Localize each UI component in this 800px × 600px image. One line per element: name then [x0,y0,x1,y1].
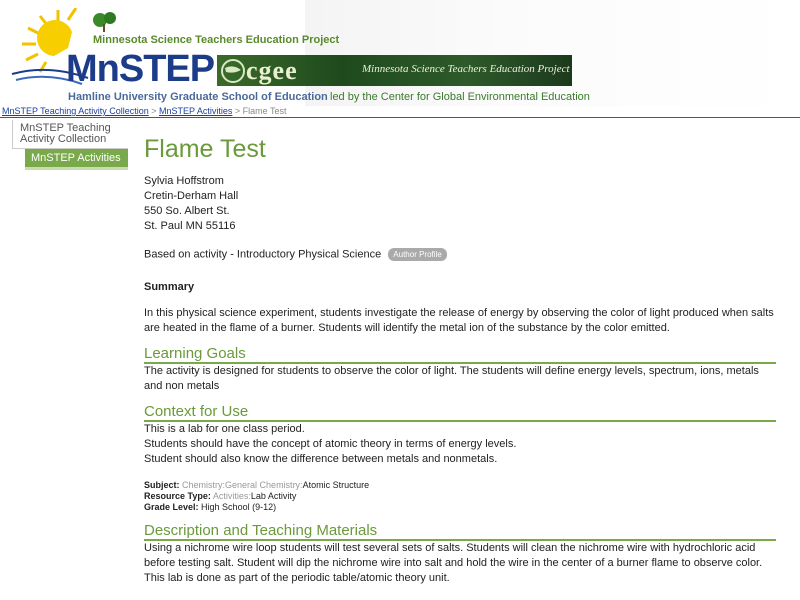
subject-value[interactable]: Atomic Structure [302,480,370,490]
author-profile-button[interactable]: Author Profile [388,248,446,261]
author-street: 550 So. Albert St. [144,205,230,217]
based-on-line [144,248,776,261]
mnstep-logo[interactable]: MnSTEP [66,48,215,90]
summary-heading: Summary [144,281,195,293]
breadcrumb-link-collection[interactable]: MnSTEP Teaching Activity Collection [2,106,149,116]
resource-label: Resource Type: [144,491,211,501]
school-name: Hamline University Graduate School of Education [68,91,328,103]
breadcrumb [2,106,287,116]
metadata-block [144,480,776,513]
cgee-logo: cgee [246,56,298,85]
breadcrumb-current: Flame Test [242,106,287,116]
learning-goals-heading: Learning Goals [144,346,776,364]
description-text: Using a nichrome wire loop students will test several sets of salts. Students will clean the nichrome wire with hydrochloric acid before testing salt. Student will dip the nichrome wire into salt and hold the wire in the center of a burner flame to observe color. This lab is done as part of the periodic table/atomic theory unit. [144,542,763,584]
author-school: Cretin-Derham Hall [144,190,239,202]
main-content [144,130,776,586]
breadcrumb-separator: > [232,106,243,116]
resource-value[interactable]: Lab Activity [250,491,297,501]
subject-path-link[interactable]: Chemistry:General Chemistry: [182,480,303,490]
sidebar-item-collection[interactable]: MnSTEP Teaching Activity Collection [12,120,128,149]
based-on-text: Based on activity - Introductory Physical Science [144,248,382,261]
description-heading: Description and Teaching Materials [144,523,776,541]
context-line: Student should also know the difference between metals and nonmetals. [144,453,498,465]
sidebar-nav [12,120,128,170]
author-address [144,174,776,234]
grade-row [144,502,776,513]
grade-label: Grade Level: [144,502,199,512]
author-city: St. Paul MN 55116 [144,220,236,232]
grade-value[interactable]: High School (9-12) [201,502,277,512]
sidebar-item-activities[interactable]: MnSTEP Activities [25,149,128,170]
context-line: Students should have the concept of atomic theory in terms of energy levels. [144,438,517,450]
breadcrumb-link-activities[interactable]: MnSTEP Activities [159,106,233,116]
breadcrumb-separator: > [148,106,160,116]
summary-text: In this physical science experiment, students investigate the release of energy by observing the color of light produced when salts are heated in the flame of a burner. Students will identify the metal ion of the substance by the color emitted. [144,307,774,334]
header-divider [0,117,800,118]
subject-label: Subject: [144,480,180,490]
resource-path-link[interactable]: Activities: [212,491,251,501]
context-heading: Context for Use [144,404,776,422]
resource-row [144,491,776,502]
learning-goals-text: The activity is designed for students to observe the color of light. The students will define energy levels, spectrum, ions, metals and non metals [144,365,759,392]
led-by-text: led by the Center for Global Environmental Education [330,91,590,103]
context-line: This is a lab for one class period. [144,423,305,435]
cgee-project-name: Minnesota Science Teachers Education Project [362,63,570,75]
globe-icon [220,58,246,84]
project-name: Minnesota Science Teachers Education Project [93,34,340,46]
author-name: Sylvia Hoffstrom [144,175,224,187]
site-header [0,0,800,106]
subject-row [144,480,776,491]
page-title: Flame Test [144,135,266,163]
